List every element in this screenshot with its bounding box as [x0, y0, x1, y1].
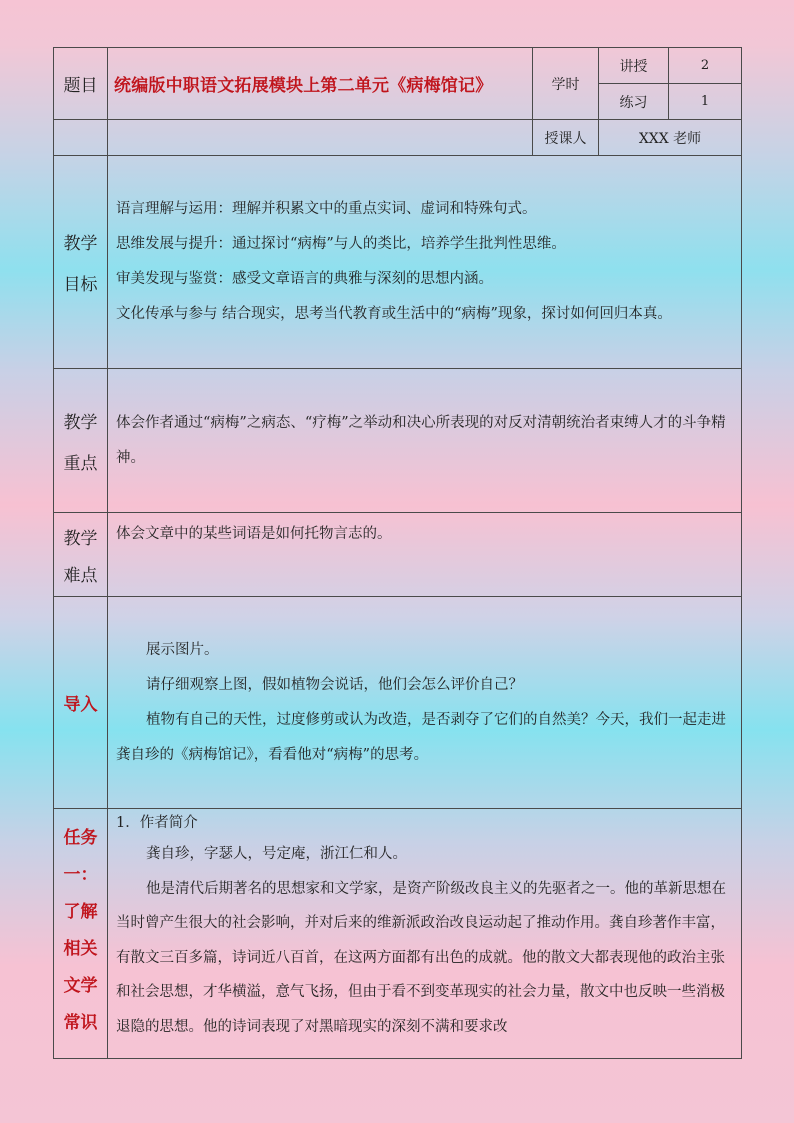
task1-label-part: 了解: [63, 902, 98, 922]
objective-item: 文化传承与参与 结合现实，思考当代教育或生活中的“病梅”现象，探讨如何回归本真。: [116, 306, 672, 322]
intro-paragraph: 植物有自己的天性，过度修剪或认为改造，是否剥夺了它们的自然美？今天，我们一起走进龚自珍的《病梅馆记》，看看他对“病梅”的思考。: [116, 711, 726, 763]
key-points-label-line1: 教学: [63, 412, 98, 433]
task1-label-part: 常识: [63, 1013, 98, 1033]
difficulties-label: [54, 513, 108, 597]
intro-content: [108, 597, 742, 809]
difficulties-label-line2: 难点: [63, 565, 98, 586]
intro-paragraph: 展示图片。: [146, 641, 219, 658]
task1-paragraph: 他是清代后期著名的思想家和文学家，是资产阶级改良主义的先驱者之一。他的革新思想在当时曾产生很大的社会影响，并对后来的维新派政治改良运动起了推动作用。龚自珍著作丰富，有散文三百多篇，诗词近八百首，在这两方面都有出色的成就。他的散文大都表现他的政治主张和社会思想，才华横溢，意气飞扬，但由于看不到变革现实的社会力量，散文中也反映一些消极退隐的思想。他的诗词表现了对黑暗现实的深刻不满和要求改: [116, 880, 726, 1035]
objectives-label: [54, 156, 108, 369]
difficulties-content: [108, 513, 742, 597]
lesson-title: 统编版中职语文拓展模块上第二单元《病梅馆记》: [108, 48, 533, 120]
objectives-content: [108, 156, 742, 369]
objective-item: 审美发现与鉴赏：感受文章语言的典雅与深刻的思想内涵。: [116, 271, 493, 287]
header-blank-2: [108, 120, 533, 156]
objectives-label-line1: 教学: [63, 234, 98, 254]
key-points-text: 体会作者通过“病梅”之病态、“疗梅”之举动和决心所表现的对反对清朝统治者束缚人才的斗争精神。: [116, 414, 726, 466]
key-points-label-line2: 重点: [63, 453, 98, 474]
task1-paragraph: 龚自珍，字瑟人，号定庵，浙江仁和人。: [146, 846, 407, 862]
key-points-label: [54, 369, 108, 513]
objectives-label-line2: 目标: [63, 275, 98, 295]
key-points-content: [108, 369, 742, 513]
task1-label: [54, 809, 108, 1059]
lesson-plan-table: [53, 47, 742, 1059]
intro-paragraph: 请仔细观察上图，假如植物会说话，他们会怎么评价自己？: [146, 676, 523, 693]
task1-label-part: 一：: [63, 865, 98, 885]
topic-label: 题目: [54, 48, 108, 120]
lecture-hours: 2: [669, 48, 742, 84]
objective-item: 思维发展与提升：通过探讨“病梅”与人的类比，培养学生批判性思维。: [116, 236, 566, 252]
header-blank-1: [54, 120, 108, 156]
teacher-label: 授课人: [533, 120, 599, 156]
task1-content: [108, 809, 742, 1059]
intro-label: [54, 597, 108, 809]
intro-label-text: 导入: [63, 695, 98, 715]
objective-item: 语言理解与运用：理解并积累文中的重点实词、虚词和特殊句式。: [116, 201, 537, 217]
practice-hours: 1: [669, 84, 742, 120]
lecture-label: 讲授: [599, 48, 669, 84]
task1-label-part: 文学: [63, 976, 98, 996]
hours-label: 学时: [533, 48, 599, 120]
task1-label-part: 相关: [63, 939, 98, 959]
practice-label: 练习: [599, 84, 669, 120]
task1-heading: 1．作者简介: [116, 815, 198, 831]
task1-label-part: 任务: [63, 828, 98, 848]
teacher-name: XXX 老师: [599, 120, 742, 156]
difficulties-label-line1: 教学: [63, 528, 98, 549]
difficulties-text: 体会文章中的某些词语是如何托物言志的。: [116, 526, 392, 542]
